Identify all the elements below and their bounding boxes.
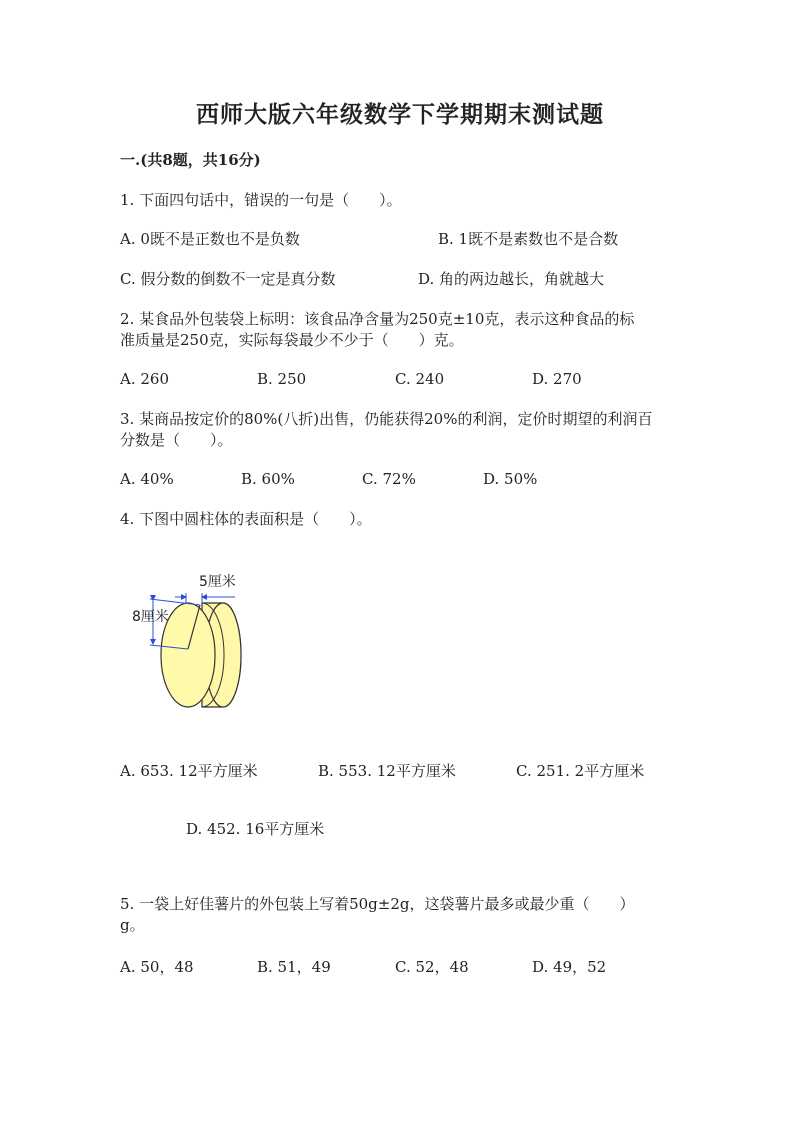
section-heading: 一.(共8题，共16分) xyxy=(120,151,261,169)
radius-label: 8厘米 xyxy=(132,609,169,625)
question-5-option-b: B. 51，49 xyxy=(257,958,331,976)
question-3-option-c: C. 72% xyxy=(362,470,416,488)
question-1-option-a: A. 0既不是正数也不是负数 xyxy=(120,230,300,248)
question-2-option-c: C. 240 xyxy=(395,370,445,388)
question-3-option-d: D. 50% xyxy=(483,470,538,488)
question-3-stem-line2: 分数是（ ）。 xyxy=(120,431,233,449)
question-2-option-b: B. 250 xyxy=(257,370,307,388)
question-4-option-b: B. 553. 12平方厘米 xyxy=(318,762,456,780)
question-5-option-d: D. 49，52 xyxy=(532,958,607,976)
question-5-stem-line1: 5. 一袋上好佳薯片的外包装上写着50g±2g，这袋薯片最多或最少重（ ） xyxy=(120,895,635,913)
question-1-stem: 1. 下面四句话中，错误的一句是（ ）。 xyxy=(120,191,402,209)
question-4-option-c: C. 251. 2平方厘米 xyxy=(516,762,645,780)
question-2-option-a: A. 260 xyxy=(120,370,169,388)
question-2-stem-line2: 准质量是250克，实际每袋最少不少于（ ）克。 xyxy=(120,331,464,349)
question-3-stem-line1: 3. 某商品按定价的80%(八折)出售，仍能获得20%的利润，定价时期望的利润百 xyxy=(120,410,653,428)
question-3-option-b: B. 60% xyxy=(241,470,295,488)
question-1-option-b: B. 1既不是素数也不是合数 xyxy=(438,230,619,248)
page-title: 西师大版六年级数学下学期期末测试题 xyxy=(196,101,604,128)
question-3-option-a: A. 40% xyxy=(120,470,174,488)
question-5-option-c: C. 52，48 xyxy=(395,958,469,976)
question-4-option-d: D. 452. 16平方厘米 xyxy=(186,820,325,838)
question-4-stem: 4. 下图中圆柱体的表面积是（ ）。 xyxy=(120,510,372,528)
question-5-option-a: A. 50，48 xyxy=(120,958,194,976)
question-1-option-d: D. 角的两边越长，角就越大 xyxy=(418,270,605,288)
question-4-option-a: A. 653. 12平方厘米 xyxy=(120,762,258,780)
question-2-option-d: D. 270 xyxy=(532,370,582,388)
question-2-stem-line1: 2. 某食品外包装袋上标明：该食品净含量为250克±10克，表示这种食品的标 xyxy=(120,310,635,328)
width-label: 5厘米 xyxy=(199,574,236,590)
cylinder-figure xyxy=(120,565,260,715)
question-5-stem-line2: g。 xyxy=(120,916,145,934)
question-1-option-c: C. 假分数的倒数不一定是真分数 xyxy=(120,270,336,288)
